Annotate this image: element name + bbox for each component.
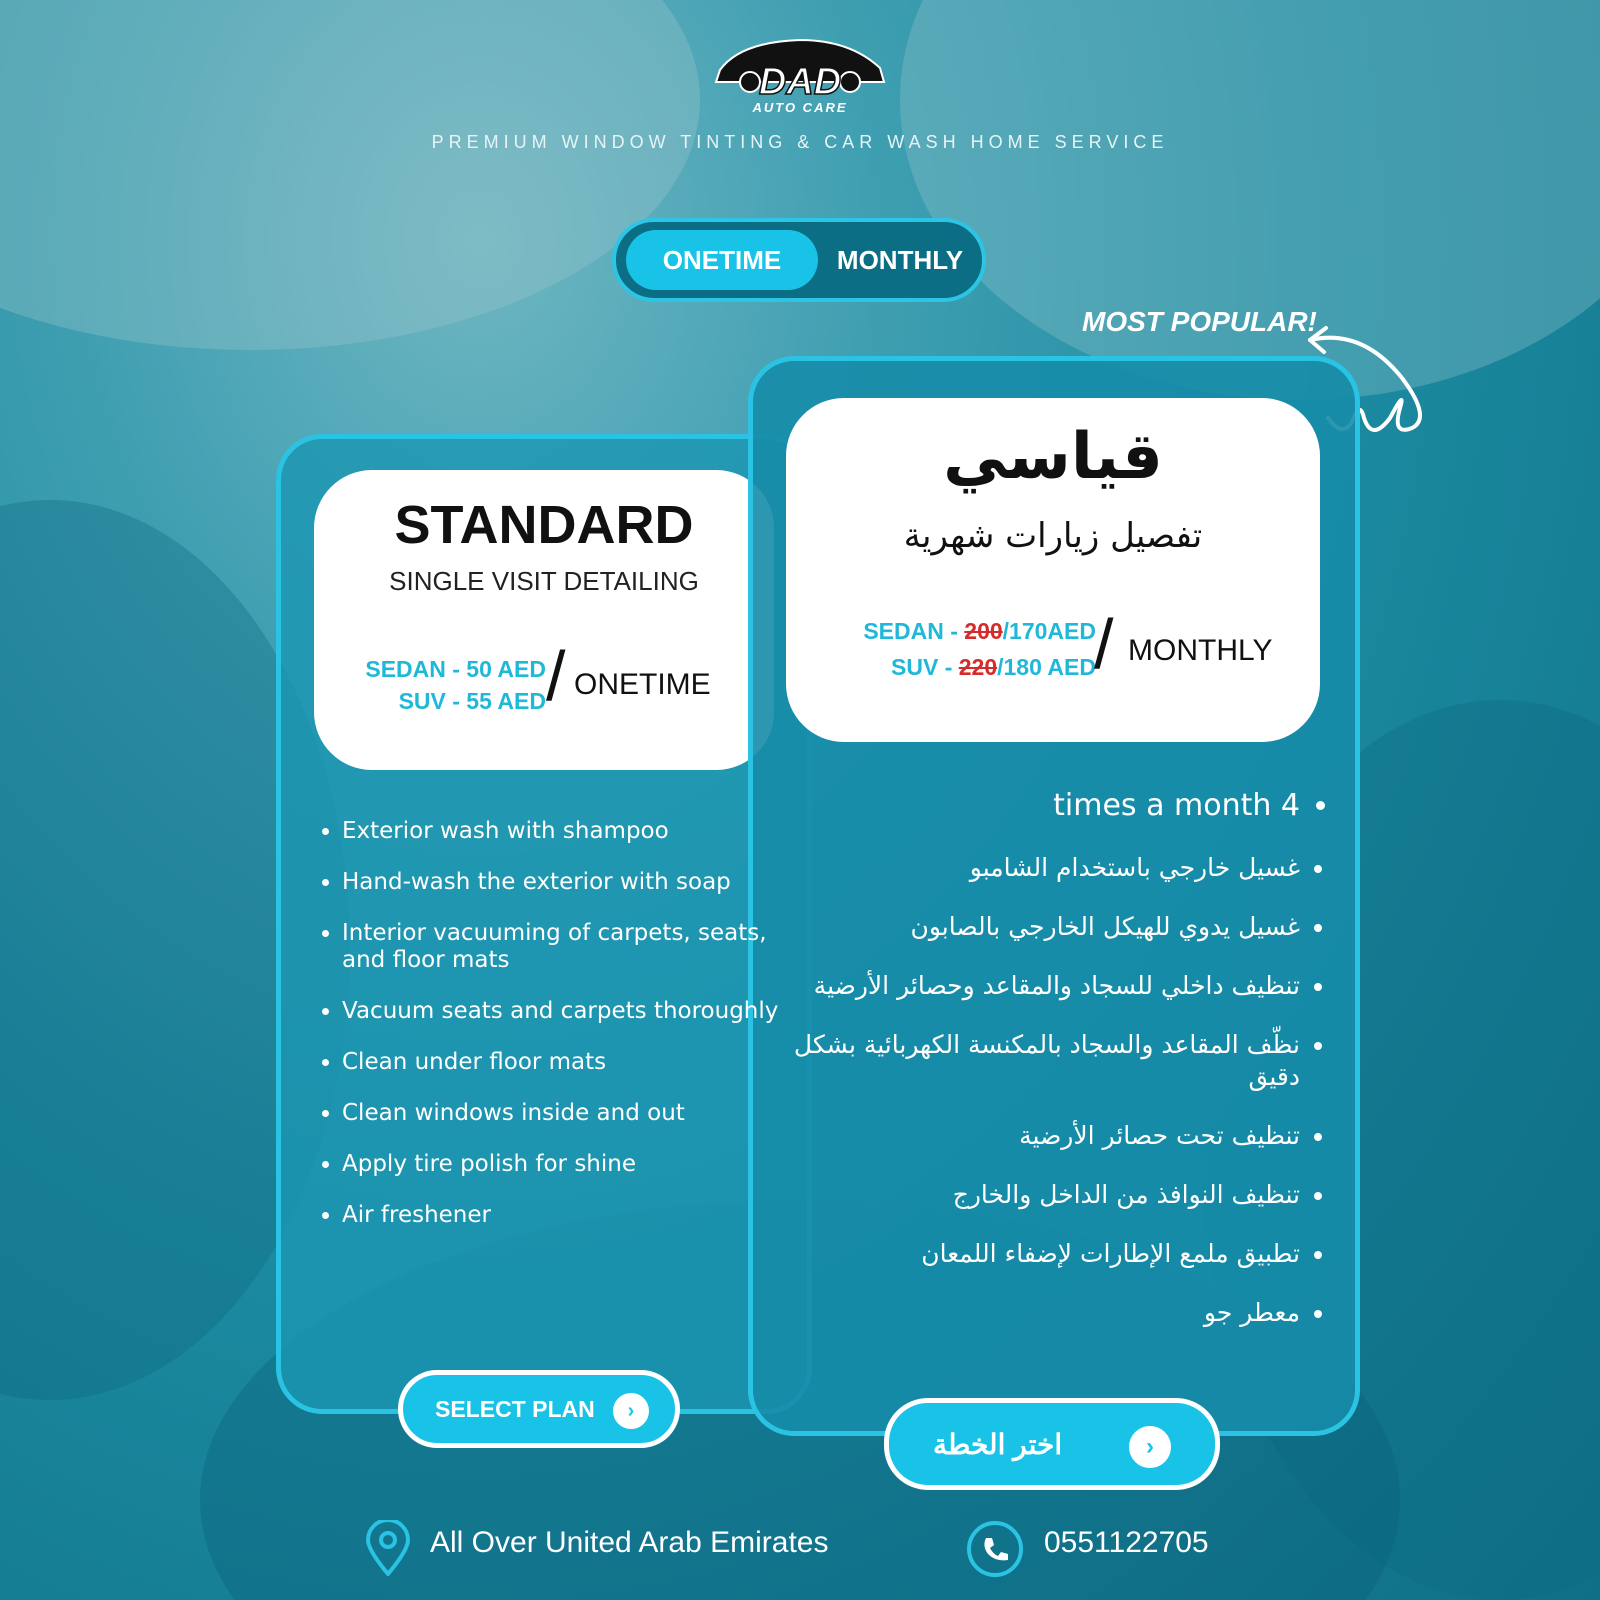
standard-plan-subtitle: SINGLE VISIT DETAILING: [389, 566, 699, 596]
list-item: • 4 times a month: [770, 790, 1300, 822]
list-item: • نظّف المقاعد والسجاد بالمكنسة الكهربائية بشكل دقيق: [770, 1029, 1300, 1093]
list-item: • Air freshener: [342, 1202, 782, 1229]
toggle-onetime[interactable]: ONETIME: [626, 230, 818, 290]
location-pin-icon: [366, 1520, 410, 1576]
bg-shape: [900, 0, 1600, 400]
list-item: • معطر جو: [770, 1297, 1300, 1329]
sedan-new-price: /170AED: [1002, 618, 1096, 644]
list-item: • Exterior wash with shampoo: [342, 818, 782, 845]
phone-icon: [966, 1520, 1024, 1578]
popular-price-suv: [800, 654, 1096, 681]
tagline: PREMIUM WINDOW TINTING & CAR WASH HOME SERVICE: [431, 132, 1169, 152]
list-item: • تنظيف النوافذ من الداخل والخارج: [770, 1179, 1300, 1211]
list-item: • غسيل خارجي باستخدام الشامبو: [770, 852, 1300, 884]
dad-logo: [700, 30, 900, 120]
popular-plan-subtitle: تفصيل زيارات شهرية: [903, 516, 1203, 556]
list-item: • تنظيف داخلي للسجاد والمقاعد وحصائر الأرضية: [770, 970, 1300, 1002]
choose-plan-label: اختر الخطة: [933, 1428, 1063, 1460]
suv-old-price: 220: [958, 654, 998, 680]
price-divider: /: [1094, 605, 1114, 683]
suv-new-price: /180 AED: [997, 654, 1096, 680]
popular-period: MONTHLY: [1128, 634, 1273, 667]
popular-price-sedan: [800, 618, 1096, 645]
standard-price-suv: SUV - 55 AED: [398, 688, 546, 714]
select-plan-label: SELECT PLAN: [435, 1395, 595, 1422]
list-item: • Apply tire polish for shine: [342, 1151, 782, 1178]
standard-plan-title: STANDARD: [394, 495, 694, 555]
suv-label: SUV -: [891, 654, 959, 680]
popular-plan-title: قياسي: [943, 420, 1163, 494]
list-item: • تنظيف تحت حصائر الأرضية: [770, 1120, 1300, 1152]
footer-phone[interactable]: 0551122705: [1044, 1526, 1209, 1559]
chevron-right-icon: ›: [613, 1393, 649, 1429]
select-plan-button[interactable]: [398, 1370, 680, 1448]
footer-location: All Over United Arab Emirates: [430, 1526, 829, 1559]
bg-shape: [0, 0, 700, 350]
plan-toggle[interactable]: [612, 218, 986, 302]
logo-text: DAD: [758, 61, 842, 103]
list-item: • Hand-wash the exterior with soap: [342, 869, 782, 896]
chevron-right-icon: ›: [1129, 1426, 1171, 1468]
popular-feature-list: [770, 790, 1330, 1356]
sedan-old-price: 200: [964, 618, 1003, 644]
list-item: • Clean under floor mats: [342, 1049, 782, 1076]
list-item: • تطبيق ملمع الإطارات لإضفاء اللمعان: [770, 1238, 1300, 1270]
standard-period: ONETIME: [574, 668, 711, 701]
logo-subtext: AUTO CARE: [752, 100, 848, 115]
list-item: • Vacuum seats and carpets thoroughly: [342, 998, 782, 1025]
standard-price-sedan: SEDAN - 50 AED: [365, 656, 546, 682]
most-popular-badge: MOST POPULAR!: [1082, 306, 1317, 337]
list-item: • غسيل يدوي للهيكل الخارجي بالصابون: [770, 911, 1300, 943]
choose-plan-button-arabic[interactable]: [884, 1398, 1220, 1490]
standard-feature-list: [312, 818, 782, 1253]
sedan-label: SEDAN -: [863, 618, 965, 644]
toggle-monthly[interactable]: MONTHLY: [836, 244, 964, 275]
list-item: • Interior vacuuming of carpets, seats, and floor mats: [342, 920, 782, 974]
price-divider: /: [546, 637, 566, 715]
list-item: • Clean windows inside and out: [342, 1100, 782, 1127]
